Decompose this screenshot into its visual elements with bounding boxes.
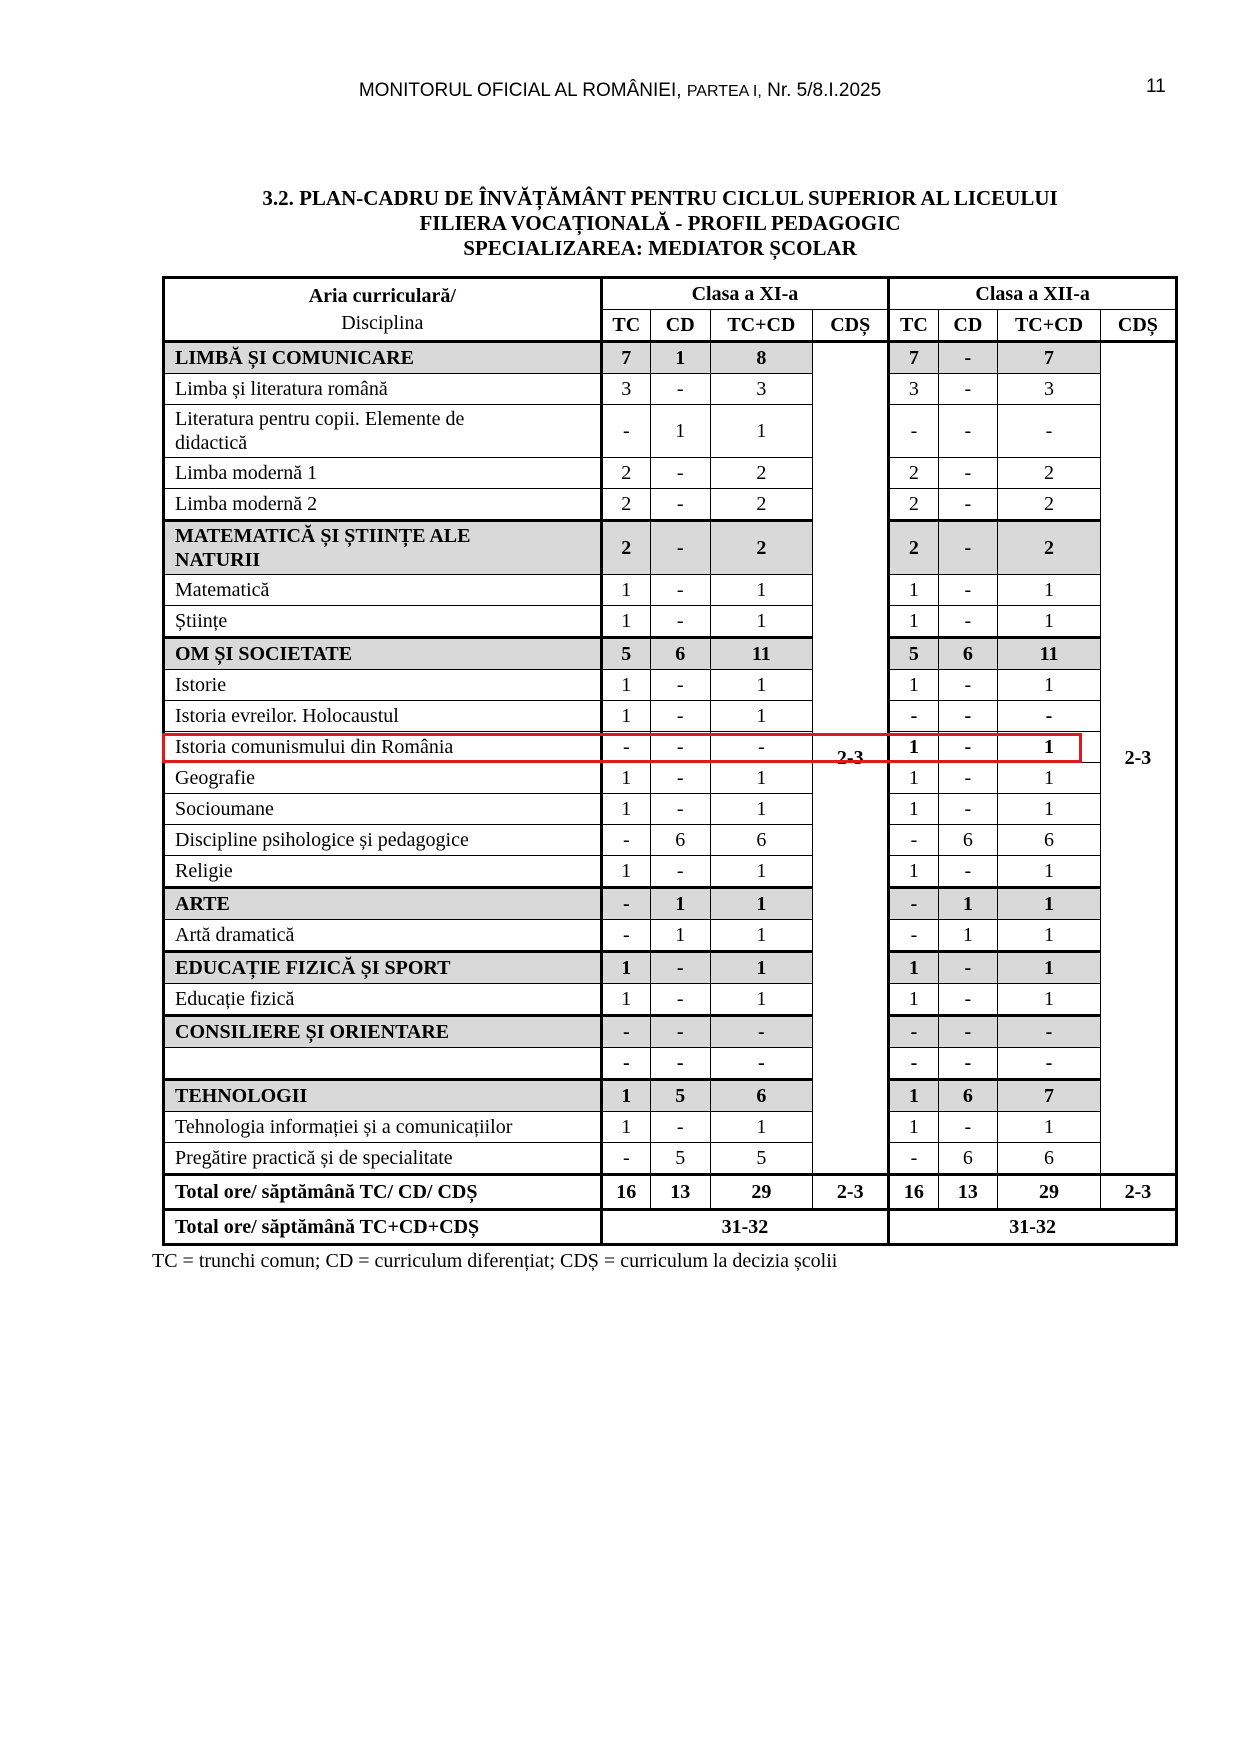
tc-xi: 2 [601,489,650,521]
discipline-name: LIMBĂ ȘI COMUNICARE [164,342,602,374]
cd-xii: - [938,763,998,794]
discipline-name: Tehnologia informației și a comunicațiilor [164,1112,602,1143]
tc-xii: - [889,1048,938,1080]
tccd-xii: - [998,1016,1101,1048]
tccd-xii: 1 [998,763,1101,794]
col-tccd-xii: TC+CD [998,310,1101,342]
cd-xi: - [650,670,710,701]
tc-xi: 1 [601,952,650,984]
tccd-xi: - [710,1016,813,1048]
tc-xi: - [601,1016,650,1048]
tc-xi: - [601,405,650,458]
tccd-xii: 1 [998,888,1101,920]
cd-xi: 1 [650,920,710,952]
tccd-xii: - [998,405,1101,458]
table-row [164,342,1177,374]
table-row-highlighted [164,732,1177,763]
tccd-xii: 1 [998,794,1101,825]
running-title-main: MONITORUL OFICIAL AL ROMÂNIEI, [358,80,682,101]
col-cd-xi: CD [650,310,710,342]
discipline-name: Artă dramatică [164,920,602,952]
tc-xii: 1 [889,606,938,638]
tccd-xii: 1 [998,670,1101,701]
document-title [0,186,1240,261]
cd-xi: - [650,1112,710,1143]
cd-xii: - [938,984,998,1016]
table-row [164,825,1177,856]
discipline-name [164,521,602,575]
table-row [164,1112,1177,1143]
cd-xii: - [938,1016,998,1048]
tc-xi: - [601,825,650,856]
discipline-name-line-2: NATURII [175,549,261,571]
cd-xi: - [650,952,710,984]
tc-xii: 1 [889,856,938,888]
tc-xi: 1 [601,763,650,794]
tccd-xi: 5 [710,1143,813,1175]
tc-xi: 7 [601,342,650,374]
running-title-issue: Nr. 5/8.I.2025 [767,80,882,101]
tccd-xi: 1 [710,984,813,1016]
tc-xii: 1 [889,952,938,984]
table-row [164,856,1177,888]
running-title-part: PARTEA I, [686,83,762,100]
col-tc-xi: TC [601,310,650,342]
total-cd-xi: 13 [650,1175,710,1210]
tc-xi: 1 [601,606,650,638]
tccd-xi: 8 [710,342,813,374]
tccd-xi: 1 [710,920,813,952]
tccd-xii: 1 [998,732,1101,763]
table-row [164,575,1177,606]
tccd-xi: 2 [710,458,813,489]
total-tccd-xii: 29 [998,1175,1101,1210]
tc-xii: - [889,888,938,920]
tc-xi: - [601,1143,650,1175]
total-sum-xi: 31-32 [601,1210,889,1245]
table-row [164,521,1177,575]
tc-xi: - [601,888,650,920]
cd-xi: 1 [650,342,710,374]
tccd-xii: 2 [998,489,1101,521]
tc-xi: - [601,732,650,763]
cd-xi: - [650,984,710,1016]
total-cds-xi: 2-3 [813,1175,889,1210]
cd-xi: 6 [650,638,710,670]
table-row [164,374,1177,405]
cd-xi: 1 [650,888,710,920]
total-label: Total ore/ săptămână TC/ CD/ CDȘ [164,1175,602,1210]
cd-xii: - [938,1112,998,1143]
discipline-name: CONSILIERE ȘI ORIENTARE [164,1016,602,1048]
cd-xii: 6 [938,825,998,856]
total-cd-xii: 13 [938,1175,998,1210]
tc-xii: - [889,1143,938,1175]
discipline-name [164,405,602,458]
discipline-name: Educație fizică [164,984,602,1016]
total-sum-label: Total ore/ săptămână TC+CD+CDȘ [164,1210,602,1245]
cd-xii: - [938,701,998,732]
total-tc-xii: 16 [889,1175,938,1210]
tccd-xi: 1 [710,1112,813,1143]
tc-xii: 1 [889,732,938,763]
cd-xii: 1 [938,920,998,952]
cd-xii: - [938,856,998,888]
tccd-xii: 2 [998,458,1101,489]
tc-xii: 1 [889,763,938,794]
tccd-xi: 1 [710,763,813,794]
cd-xi: - [650,489,710,521]
tccd-xi: 2 [710,489,813,521]
tc-xi: 1 [601,856,650,888]
table-row [164,405,1177,458]
tc-xi: 3 [601,374,650,405]
cd-xii: 6 [938,638,998,670]
cd-xii: - [938,670,998,701]
total-tc-xi: 16 [601,1175,650,1210]
tccd-xii: 11 [998,638,1101,670]
table-row [164,458,1177,489]
table-row [164,920,1177,952]
cd-xii: - [938,342,998,374]
tc-xii: 1 [889,1080,938,1112]
table-row [164,1080,1177,1112]
cd-xii: 6 [938,1143,998,1175]
table-row [164,638,1177,670]
total-sum-xii: 31-32 [889,1210,1177,1245]
title-line-3: SPECIALIZAREA: MEDIATOR ȘCOLAR [463,236,857,260]
tc-xii: 1 [889,794,938,825]
tc-xi: 1 [601,1112,650,1143]
discipline-name: OM ȘI SOCIETATE [164,638,602,670]
table-row [164,952,1177,984]
tc-xi: - [601,1048,650,1080]
discipline-name: Științe [164,606,602,638]
tccd-xii: - [998,1048,1101,1080]
tc-xii: 2 [889,521,938,575]
tc-xii: - [889,701,938,732]
tc-xii: - [889,920,938,952]
cd-xii: 1 [938,888,998,920]
aria-label: Aria curriculară/ [308,284,456,307]
discipline-name: Matematică [164,575,602,606]
tc-xi: 1 [601,794,650,825]
class-xii-header: Clasa a XII-a [889,278,1177,310]
cd-xi: - [650,521,710,575]
cd-xi: - [650,1048,710,1080]
cd-xi: 6 [650,825,710,856]
cd-xii: - [938,606,998,638]
title-line-1: 3.2. PLAN-CADRU DE ÎNVĂȚĂMÂNT PENTRU CICLUL SUPERIOR AL LICEULUI [262,186,1058,210]
total-row-sum [164,1210,1177,1245]
cds-xi-merged: 2-3 [813,342,889,1175]
tc-xii: - [889,825,938,856]
table-row [164,701,1177,732]
cd-xii: - [938,405,998,458]
tccd-xi: 1 [710,952,813,984]
class-xi-header: Clasa a XI-a [601,278,889,310]
table-row [164,1016,1177,1048]
cds-xii-merged: 2-3 [1100,342,1176,1175]
discipline-name: Pregătire practică și de specialitate [164,1143,602,1175]
discipline-name: Discipline psihologice și pedagogice [164,825,602,856]
tccd-xii: 1 [998,856,1101,888]
tccd-xi: 3 [710,374,813,405]
cd-xii: - [938,489,998,521]
cd-xii: 6 [938,1080,998,1112]
tccd-xi: 1 [710,701,813,732]
tc-xi: 2 [601,458,650,489]
table-row [164,670,1177,701]
tccd-xi: 1 [710,405,813,458]
tc-xi: - [601,920,650,952]
cd-xi: - [650,701,710,732]
col-cd-xii: CD [938,310,998,342]
cd-xii: - [938,458,998,489]
cd-xi: - [650,856,710,888]
tccd-xi: 1 [710,794,813,825]
cd-xii: - [938,374,998,405]
discipline-name: ARTE [164,888,602,920]
tccd-xii: 3 [998,374,1101,405]
legend-footnote: TC = trunchi comun; CD = curriculum diferențiat; CDȘ = curriculum la decizia școlii [152,1250,838,1272]
cd-xi: 1 [650,405,710,458]
cd-xi: - [650,1016,710,1048]
table-row [164,606,1177,638]
curriculum-plan-table [162,276,1178,1246]
running-header [0,80,1240,102]
cd-xi: - [650,763,710,794]
total-cds-xii: 2-3 [1100,1175,1176,1210]
tccd-xii: - [998,701,1101,732]
tc-xii: - [889,1016,938,1048]
table-row [164,794,1177,825]
tc-xii: 2 [889,489,938,521]
cd-xi: - [650,458,710,489]
table-row [164,489,1177,521]
tc-xi: 1 [601,575,650,606]
col-cds-xii: CDȘ [1100,310,1176,342]
discipline-name [164,1048,602,1080]
discipline-name-line-1: Literatura pentru copii. Elemente de [175,408,465,430]
tc-xii: 1 [889,1112,938,1143]
discipline-name: Geografie [164,763,602,794]
discipline-name: TEHNOLOGII [164,1080,602,1112]
total-row-tc-cd-cds [164,1175,1177,1210]
tc-xii: - [889,405,938,458]
tccd-xi: - [710,732,813,763]
cd-xi: 5 [650,1080,710,1112]
tc-xii: 2 [889,458,938,489]
table-row [164,888,1177,920]
cd-xi: - [650,732,710,763]
title-line-2: FILIERA VOCAȚIONALĂ - PROFIL PEDAGOGIC [419,211,901,235]
tccd-xi: 1 [710,575,813,606]
tccd-xii: 1 [998,920,1101,952]
cd-xii: - [938,575,998,606]
tccd-xii: 1 [998,575,1101,606]
tc-xi: 2 [601,521,650,575]
tc-xii: 7 [889,342,938,374]
tccd-xii: 2 [998,521,1101,575]
discipline-name: Religie [164,856,602,888]
tc-xi: 1 [601,1080,650,1112]
tc-xii: 1 [889,575,938,606]
col-tccd-xi: TC+CD [710,310,813,342]
cd-xi: - [650,794,710,825]
discipline-name: EDUCAȚIE FIZICĂ ȘI SPORT [164,952,602,984]
table-row [164,1048,1177,1080]
discipline-name-line-2: didactică [175,432,248,454]
cd-xii: - [938,1048,998,1080]
cd-xii: - [938,521,998,575]
tccd-xii: 7 [998,342,1101,374]
discipline-name: Istorie [164,670,602,701]
cd-xii: - [938,952,998,984]
tccd-xi: - [710,1048,813,1080]
cd-xi: - [650,575,710,606]
tccd-xii: 1 [998,1112,1101,1143]
tccd-xii: 1 [998,952,1101,984]
table-row [164,984,1177,1016]
tc-xii: 1 [889,984,938,1016]
tccd-xi: 1 [710,606,813,638]
tccd-xi: 1 [710,888,813,920]
discipline-name: Istoria comunismului din România [164,732,602,763]
tccd-xii: 7 [998,1080,1101,1112]
cd-xi: 5 [650,1143,710,1175]
tc-xi: 5 [601,638,650,670]
table-row [164,1143,1177,1175]
tc-xi: 1 [601,984,650,1016]
tc-xii: 5 [889,638,938,670]
tccd-xii: 1 [998,606,1101,638]
cd-xii: - [938,732,998,763]
col-tc-xii: TC [889,310,938,342]
table-row [164,763,1177,794]
tc-xii: 1 [889,670,938,701]
tc-xi: 1 [601,670,650,701]
tccd-xii: 1 [998,984,1101,1016]
col-cds-xi: CDȘ [813,310,889,342]
total-tccd-xi: 29 [710,1175,813,1210]
discipline-name: Limba modernă 2 [164,489,602,521]
tc-xi: 1 [601,701,650,732]
discipline-name: Limba și literatura română [164,374,602,405]
aria-disciplina-header [164,278,602,342]
tc-xii: 3 [889,374,938,405]
tccd-xi: 1 [710,670,813,701]
tccd-xii: 6 [998,825,1101,856]
tccd-xi: 6 [710,1080,813,1112]
discipline-name: Istoria evreilor. Holocaustul [164,701,602,732]
tccd-xii: 6 [998,1143,1101,1175]
cd-xi: - [650,374,710,405]
tccd-xi: 2 [710,521,813,575]
tccd-xi: 11 [710,638,813,670]
discipline-name: Limba modernă 1 [164,458,602,489]
discipline-name-line-1: MATEMATICĂ ȘI ȘTIINȚE ALE [175,525,471,547]
discipline-name: Socioumane [164,794,602,825]
cd-xi: - [650,606,710,638]
tccd-xi: 1 [710,856,813,888]
tccd-xi: 6 [710,825,813,856]
disciplina-label: Disciplina [341,311,424,334]
cd-xii: - [938,794,998,825]
page-number: 11 [1146,76,1166,97]
